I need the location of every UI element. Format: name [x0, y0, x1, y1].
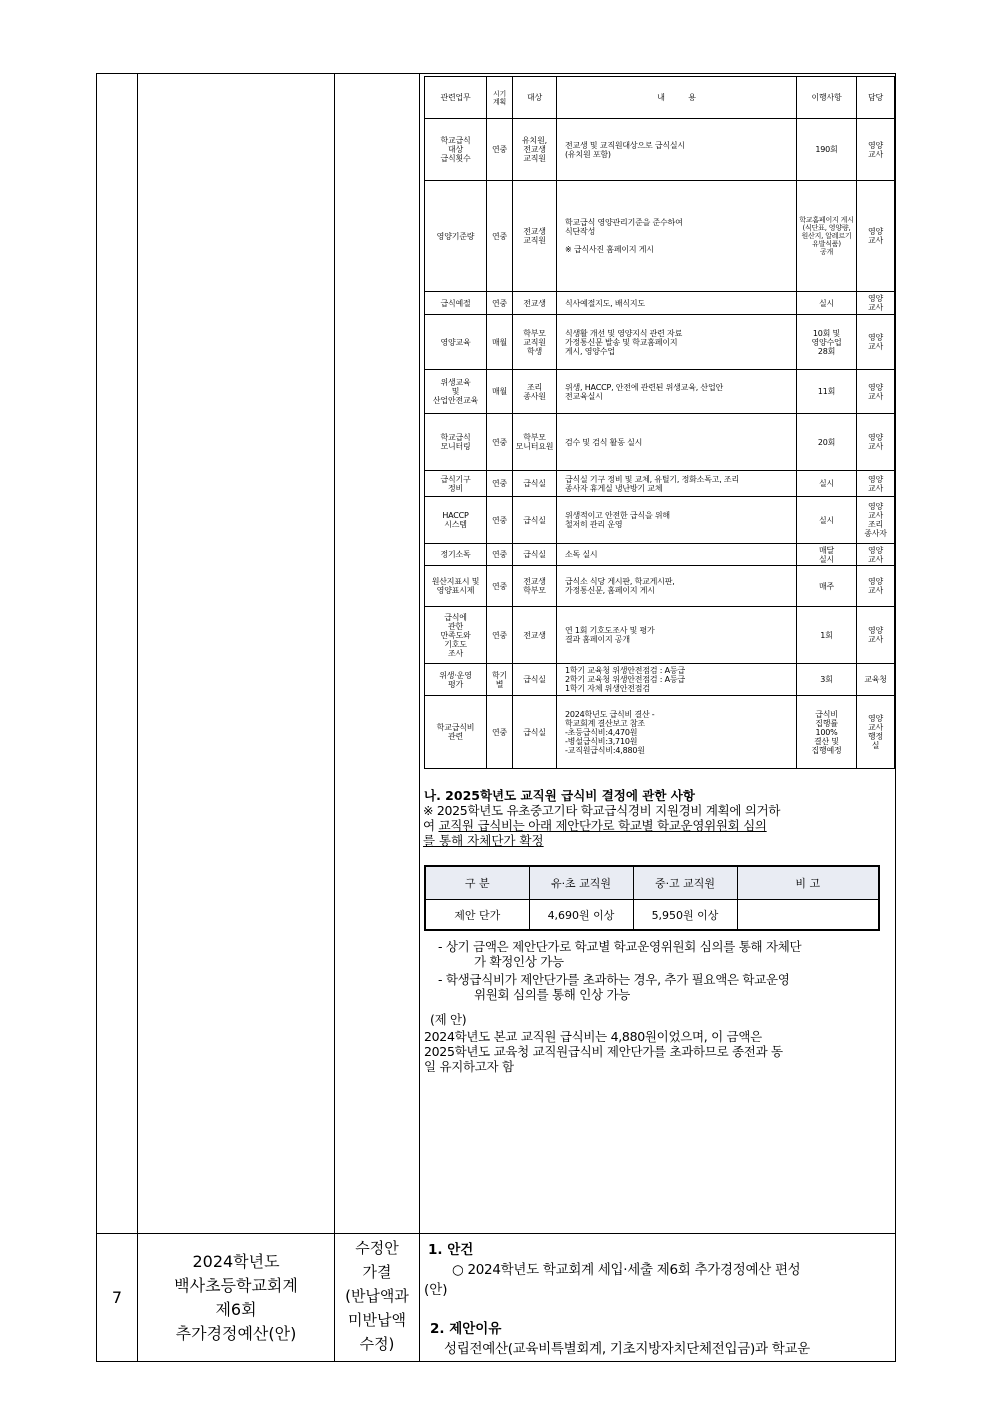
agenda-result [335, 1236, 419, 1356]
agenda-detail [424, 1240, 894, 1359]
cell-charge: 영양 교사 [857, 370, 895, 414]
bullet-1-line-2: 가 확정인상 가능 [474, 954, 564, 969]
cell-content: 검수 및 검식 활동 실시 [557, 414, 797, 471]
cell-task: 학교급식비 관련 [425, 696, 487, 769]
cell-content: 연 1회 기호도조사 및 평가 결과 홈페이지 공개 [557, 607, 797, 664]
rate-category: 제안 단가 [425, 900, 529, 931]
frame-bottom-line [96, 1361, 896, 1362]
bullet-2-line-2: 위원회 심의를 통해 인상 가능 [474, 987, 630, 1002]
col-divider-3 [419, 73, 420, 1362]
header-content: 내 용 [557, 77, 797, 119]
cell-period: 학기별 [487, 664, 513, 696]
cell-task: 위생교육 및 산업안전교육 [425, 370, 487, 414]
proposal-block [424, 1012, 894, 1074]
cell-target: 급식실 [513, 471, 557, 497]
rate-header-remarks: 비 고 [737, 866, 879, 900]
cell-period: 연중 [487, 566, 513, 607]
cell-period: 연중 [487, 607, 513, 664]
cell-period: 연중 [487, 471, 513, 497]
note-line-2b: 교직원 급식비는 아래 제안단가로 학교별 학교운영위원회 심의 [438, 818, 767, 833]
cell-charge: 영양 교사 [857, 119, 895, 181]
cell-target: 급식실 [513, 696, 557, 769]
rate-remarks [737, 900, 879, 931]
cell-content: 전교생 및 교직원대상으로 급식실시 (유치원 포함) [557, 119, 797, 181]
rate-value-row [425, 900, 879, 931]
frame-top-line [96, 73, 896, 74]
cell-charge: 영양 교사 [857, 607, 895, 664]
cell-task: 학교급식 모니터링 [425, 414, 487, 471]
bullet-1-line-1: - 상기 금액은 제안단가로 학교별 학교운영위원회 심의를 통해 자체단 [438, 939, 802, 954]
cell-charge: 영양 교사 조리 종사자 [857, 497, 895, 544]
cell-done: 190회 [797, 119, 857, 181]
staff-meal-rate-table [424, 865, 880, 931]
rate-header-elementary: 유·초 교직원 [529, 866, 633, 900]
cell-done: 매달 실시 [797, 544, 857, 566]
cell-done: 1회 [797, 607, 857, 664]
proposal-line-1: 2024학년도 본교 교직원 급식비는 4,880원이었으며, 이 금액은 [424, 1029, 762, 1044]
cell-content: 급식실 기구 정비 및 교체, 유틸기, 정화소독고, 조리 종사자 휴게실 냉난방기 교체 [557, 471, 797, 497]
cell-done: 학교홈페이지 게시 (식단표, 영양량, 원산지, 알레르기 유발식품) 공개 [797, 181, 857, 292]
agenda-head: 1. 안건 [428, 1242, 474, 1258]
proposal-label: (제 안) [430, 1012, 467, 1027]
bullet-2-line-1: - 학생급식비가 제안단가를 초과하는 경우, 추가 필요액은 학교운영 [438, 972, 790, 987]
cell-charge: 영양 교사 [857, 292, 895, 315]
agenda-body-2: (안) [424, 1282, 448, 1298]
meal-table-row [425, 607, 895, 664]
cell-target: 학부모 모니터요원 [513, 414, 557, 471]
cell-period: 연중 [487, 696, 513, 769]
cell-charge: 영양 교사 행정 실 [857, 696, 895, 769]
agenda-title [138, 1250, 334, 1346]
rate-header-category: 구 분 [425, 866, 529, 900]
meal-operation-table [424, 76, 895, 769]
cell-period: 연중 [487, 292, 513, 315]
reason-head: 2. 제안이유 [430, 1321, 502, 1337]
cell-charge: 영양 교사 [857, 315, 895, 370]
agenda-title-line-4: 추가경정예산(안) [175, 1324, 297, 1343]
cell-period: 연중 [487, 497, 513, 544]
meal-table-row [425, 181, 895, 292]
cell-target: 조리 종사원 [513, 370, 557, 414]
result-line-3: (반납액과 [345, 1287, 409, 1305]
cell-period: 매월 [487, 315, 513, 370]
cell-content: 식사예절지도, 배식지도 [557, 292, 797, 315]
cell-task: 위생·운영 평가 [425, 664, 487, 696]
row-number: 7 [111, 1288, 123, 1307]
frame-right-line [895, 73, 896, 1362]
cell-content: 위생, HACCP, 안전에 관련된 위생교육, 산업안 전교육실시 [557, 370, 797, 414]
cell-done: 실시 [797, 471, 857, 497]
header-task: 관련업무 [425, 77, 487, 119]
cell-target: 전교생 학부모 [513, 566, 557, 607]
meal-table-header [425, 77, 895, 119]
meal-table-row [425, 414, 895, 471]
note-line-1: ※ 2025학년도 유초중고기타 학교급식경비 지원경비 계획에 의거하 [423, 803, 781, 818]
cell-charge: 영양 교사 [857, 414, 895, 471]
meal-table-row [425, 696, 895, 769]
header-target: 대상 [513, 77, 557, 119]
rate-elementary: 4,690원 이상 [529, 900, 633, 931]
meal-table-row [425, 292, 895, 315]
cell-period: 연중 [487, 119, 513, 181]
cell-done: 11회 [797, 370, 857, 414]
cell-content: 1학기 교육청 위생안전점검 : A등급 2학기 교육청 위생안전점검 : A등급 1학기 자체 위생안전점검 [557, 664, 797, 696]
frame-left-line [96, 73, 97, 1362]
rate-secondary: 5,950원 이상 [633, 900, 737, 931]
meal-table-row [425, 544, 895, 566]
section-title: 나. 2025학년도 교직원 급식비 결정에 관한 사항 [424, 788, 695, 803]
cell-content: 급식소 식당 게시판, 학교게시판, 가정통신문, 홈페이지 게시 [557, 566, 797, 607]
agenda-title-line-3: 제6회 [215, 1300, 257, 1319]
meal-table-row [425, 370, 895, 414]
cell-period: 연중 [487, 414, 513, 471]
cell-charge: 영양 교사 [857, 181, 895, 292]
note-line-2 [423, 818, 895, 833]
note-line-2a: 여 [423, 818, 439, 833]
cell-task: HACCP 시스템 [425, 497, 487, 544]
cell-target: 급식실 [513, 544, 557, 566]
cell-content: 식생활 개선 및 영양지식 관련 자료 가정통신문 발송 및 학교홈페이지 게시, 영양수업 [557, 315, 797, 370]
cell-task: 영양교육 [425, 315, 487, 370]
cell-charge: 영양 교사 [857, 471, 895, 497]
meal-table-row [425, 664, 895, 696]
cell-content: 위생적이고 안전한 급식을 위해 철저히 관리 운영 [557, 497, 797, 544]
cell-period: 연중 [487, 544, 513, 566]
rate-header-secondary: 중·고 교직원 [633, 866, 737, 900]
meal-table-row [425, 471, 895, 497]
meal-table-row [425, 119, 895, 181]
cell-charge: 영양 교사 [857, 566, 895, 607]
meal-table-row [425, 497, 895, 544]
cell-task: 급식에 관한 만족도와 기호도 조사 [425, 607, 487, 664]
cell-task: 정기소독 [425, 544, 487, 566]
cell-target: 전교생 교직원 [513, 181, 557, 292]
cell-target: 유치원, 전교생 교직원 [513, 119, 557, 181]
meal-table-row [425, 566, 895, 607]
rate-header-row [425, 866, 879, 900]
header-charge: 담당 [857, 77, 895, 119]
result-line-2: 가결 [362, 1263, 392, 1281]
cell-task: 학교급식 대상 급식횟수 [425, 119, 487, 181]
cell-charge: 교육청 [857, 664, 895, 696]
cell-done: 3회 [797, 664, 857, 696]
result-line-1: 수정안 [355, 1239, 399, 1257]
proposal-line-2: 2025학년도 교육청 교직원급식비 제안단가를 초과하므로 종전과 동 [424, 1044, 783, 1059]
cell-content: 학교급식 영양관리기준을 준수하여 식단작성 ※ 급식사진 홈페이지 게시 [557, 181, 797, 292]
cell-done: 급식비 집행률 100% 결산 및 집행예정 [797, 696, 857, 769]
bullet-list [424, 939, 894, 1002]
cell-done: 매주 [797, 566, 857, 607]
result-line-5: 수정) [359, 1335, 395, 1353]
reason-body: 성립전예산(교육비특별회계, 기초지방자치단체전입금)과 학교운 [444, 1341, 810, 1357]
cell-task: 급식기구 정비 [425, 471, 487, 497]
col-divider-1 [137, 73, 138, 1362]
header-period: 시기 계획 [487, 77, 513, 119]
cell-target: 급식실 [513, 664, 557, 696]
cell-target: 급식실 [513, 497, 557, 544]
cell-done: 20회 [797, 414, 857, 471]
col-divider-2 [334, 73, 335, 1362]
agenda-title-line-1: 2024학년도 [192, 1252, 280, 1271]
cell-target: 학부모 교직원 학생 [513, 315, 557, 370]
cell-task: 급식예절 [425, 292, 487, 315]
meal-table-row [425, 315, 895, 370]
agenda-title-line-2: 백사초등학교회계 [174, 1276, 298, 1295]
cell-content: 소독 실시 [557, 544, 797, 566]
result-line-4: 미반납액 [348, 1311, 406, 1329]
agenda-body-1: ○ 2024학년도 학교회계 세입·세출 제6회 추가경정예산 편성 [452, 1262, 801, 1278]
note-line-3: 를 통해 자체단가 확정 [423, 833, 544, 848]
cell-period: 연중 [487, 181, 513, 292]
cell-charge: 영양 교사 [857, 544, 895, 566]
cell-task: 영양기준량 [425, 181, 487, 292]
section-note [423, 803, 895, 848]
proposal-line-3: 일 유지하고자 함 [424, 1059, 514, 1074]
cell-done: 10회 및 영양수업 28회 [797, 315, 857, 370]
cell-task: 원산지표시 및 영양표시제 [425, 566, 487, 607]
cell-done: 실시 [797, 497, 857, 544]
cell-period: 매월 [487, 370, 513, 414]
cell-target: 전교생 [513, 292, 557, 315]
header-done: 이행사항 [797, 77, 857, 119]
cell-done: 실시 [797, 292, 857, 315]
cell-content: 2024학년도 급식비 결산 - 학교회계 결산보고 참조 -초등급식비:4,470원 -병설급식비:3,710원 -교직원급식비:4,880원 [557, 696, 797, 769]
cell-target: 전교생 [513, 607, 557, 664]
row-divider-line [96, 1233, 896, 1234]
